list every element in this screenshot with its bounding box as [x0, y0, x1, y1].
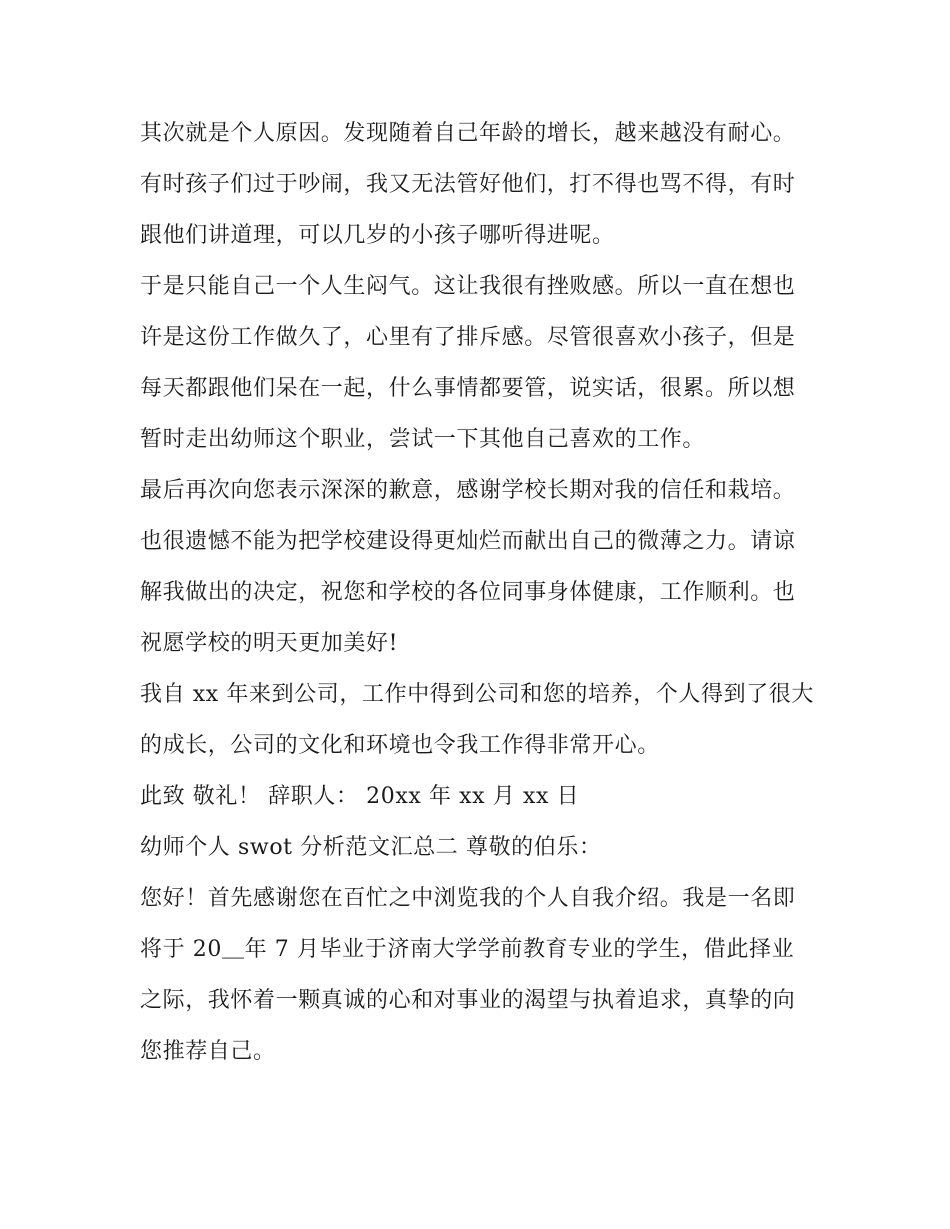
paragraph-self-introduction: 您好！首先感谢您在百忙之中浏览我的个人自我介绍。我是一名即将于 20＿年 7 月毕业于济南大学学前教育专业的学生，借此择业之际，我怀着一颗真诚的心和对事业的渴望与执着追求，真挚的向您推荐自己。 [140, 886, 796, 1064]
paragraph-frustration: 于是只能自己一个人生闷气。这让我很有挫败感。所以一直在想也许是这份工作做久了，心里有了排斥感。尽管很喜欢小孩子，但是每天都跟他们呆在一起，什么事情都要管，说实话，很累。所以想暂时走出幼师这个职业，尝试一下其他自己喜欢的工作。 [140, 274, 796, 452]
paragraph-section-heading: 幼师个人 swot 分析范文汇总二 尊敬的伯乐： [140, 835, 602, 860]
paragraph-closing-signature: 此致 敬礼！ 辞职人： 20xx 年 xx 月 xx 日 [140, 784, 580, 809]
paragraph-company-thanks: 我自 xx 年来到公司，工作中得到公司和您的培养，个人得到了很大的成长，公司的文化和环境也令我工作得非常开心。 [140, 682, 815, 758]
document-page [140, 108, 815, 1077]
paragraph-apology: 最后再次向您表示深深的歉意，感谢学校长期对我的信任和栽培。也很遗憾不能为把学校建设得更灿烂而献出自己的微薄之力。请谅解我做出的决定，祝您和学校的各位同事身体健康，工作顺利。也祝愿学校的明天更加美好! [140, 478, 796, 656]
paragraph-personal-reasons: 其次就是个人原因。发现随着自己年龄的增长，越来越没有耐心。有时孩子们过于吵闹，我又无法管好他们，打不得也骂不得，有时跟他们讲道理，可以几岁的小孩子哪听得进呢。 [140, 121, 796, 248]
